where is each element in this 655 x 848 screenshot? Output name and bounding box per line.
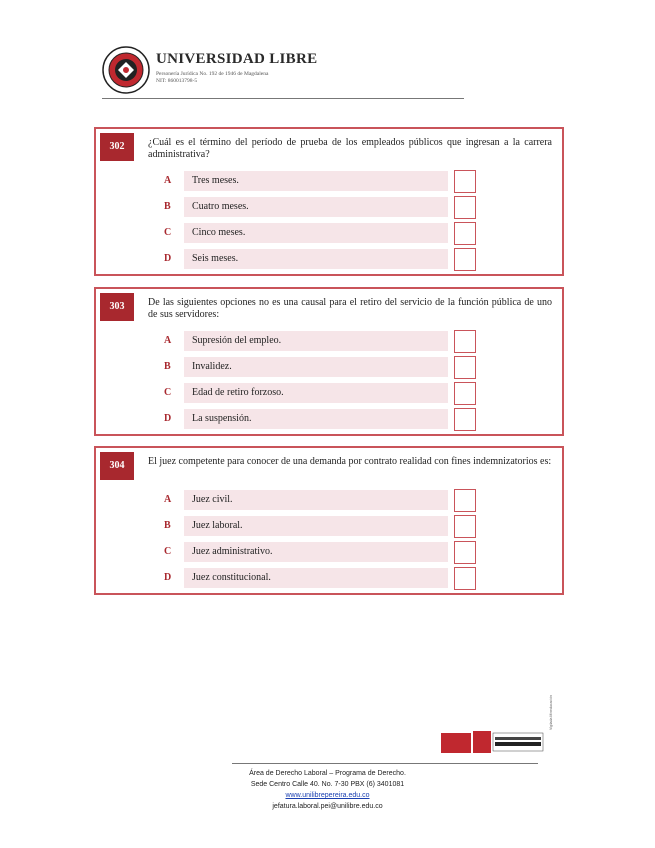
option-text: Juez administrativo. — [192, 546, 273, 557]
footer-address: Sede Centro Calle 40. No. 7-30 PBX (6) 3401081 — [250, 781, 405, 788]
option-b — [164, 357, 544, 377]
option-bar — [184, 357, 448, 377]
option-bar — [184, 197, 448, 217]
answer-checkbox[interactable] — [454, 330, 476, 353]
option-d — [164, 249, 544, 269]
option-text: Seis meses. — [192, 253, 239, 264]
option-letter: B — [164, 520, 171, 531]
option-bar — [184, 249, 448, 269]
question-text: El juez competente para conocer de una demanda por contrato realidad con fines indemnizatorios es: — [148, 456, 552, 467]
question-number: 302 — [100, 133, 134, 161]
option-text: Supresión del empleo. — [192, 335, 282, 346]
option-b — [164, 516, 544, 536]
option-c — [164, 223, 544, 243]
university-name: UNIVERSIDAD LIBRE — [156, 51, 318, 67]
footer-website-link[interactable]: www.unilibrepereira.edu.co — [285, 792, 370, 799]
option-bar — [184, 223, 448, 243]
question-text: De las siguientes opciones no es una causal para el retiro del servicio de la función pública de uno de sus servidores: — [148, 297, 552, 320]
option-d — [164, 409, 544, 429]
answer-checkbox[interactable] — [454, 408, 476, 431]
question-number: 304 — [100, 452, 134, 480]
option-text: Cuatro meses. — [192, 201, 249, 212]
option-bar — [184, 542, 448, 562]
answer-checkbox[interactable] — [454, 356, 476, 379]
option-a — [164, 331, 544, 351]
option-c — [164, 542, 544, 562]
option-bar — [184, 171, 448, 191]
option-letter: D — [164, 253, 172, 264]
option-a — [164, 490, 544, 510]
option-bar — [184, 409, 448, 429]
footer-email: jefatura.laboral.pei@unilibre.edu.co — [272, 803, 383, 810]
option-text: Tres meses. — [192, 175, 239, 186]
answer-checkbox[interactable] — [454, 489, 476, 512]
answer-checkbox[interactable] — [454, 567, 476, 590]
option-bar — [184, 383, 448, 403]
option-text: Juez civil. — [192, 494, 233, 505]
option-letter: B — [164, 201, 171, 212]
answer-checkbox[interactable] — [454, 382, 476, 405]
option-bar — [184, 331, 448, 351]
option-text: La suspensión. — [192, 413, 252, 424]
footer-area: Área de Derecho Laboral – Programa de Derecho. — [249, 770, 406, 777]
option-text: Juez laboral. — [192, 520, 243, 531]
nit-line: NIT: 860013798-5 — [156, 78, 198, 84]
option-letter: C — [164, 227, 172, 238]
footer-divider — [232, 763, 538, 764]
question-302 — [94, 127, 564, 276]
option-bar — [184, 568, 448, 588]
option-letter: B — [164, 361, 171, 372]
option-letter: C — [164, 546, 172, 557]
option-letter: A — [164, 175, 172, 186]
answer-checkbox[interactable] — [454, 515, 476, 538]
option-letter: A — [164, 494, 172, 505]
answer-checkbox[interactable] — [454, 222, 476, 245]
option-letter: D — [164, 572, 172, 583]
option-letter: C — [164, 387, 172, 398]
answer-checkbox[interactable] — [454, 170, 476, 193]
option-text: Invalidez. — [192, 361, 232, 372]
university-seal-logo — [102, 46, 150, 94]
answer-checkbox[interactable] — [454, 541, 476, 564]
option-text: Juez constitucional. — [192, 572, 271, 583]
option-letter: A — [164, 335, 172, 346]
question-number: 303 — [100, 293, 134, 321]
question-text: ¿Cuál es el término del período de prueba de los empleados públicos que ingresan a la carrera administrativa? — [148, 137, 552, 160]
legal-line: Personería Jurídica No. 192 de 1946 de Magdalena — [156, 71, 269, 77]
option-bar — [184, 516, 448, 536]
answer-checkbox[interactable] — [454, 248, 476, 271]
option-text: Cinco meses. — [192, 227, 246, 238]
option-letter: D — [164, 413, 172, 424]
option-text: Edad de retiro forzoso. — [192, 387, 284, 398]
letterhead — [102, 42, 464, 99]
accreditation-logos — [441, 731, 545, 757]
option-d — [164, 568, 544, 588]
question-303 — [94, 287, 564, 436]
answer-checkbox[interactable] — [454, 196, 476, 219]
option-c — [164, 383, 544, 403]
option-bar — [184, 490, 448, 510]
option-b — [164, 197, 544, 217]
option-a — [164, 171, 544, 191]
question-304 — [94, 446, 564, 595]
vigilada-mark: Vigilada Mineducación — [549, 695, 553, 730]
